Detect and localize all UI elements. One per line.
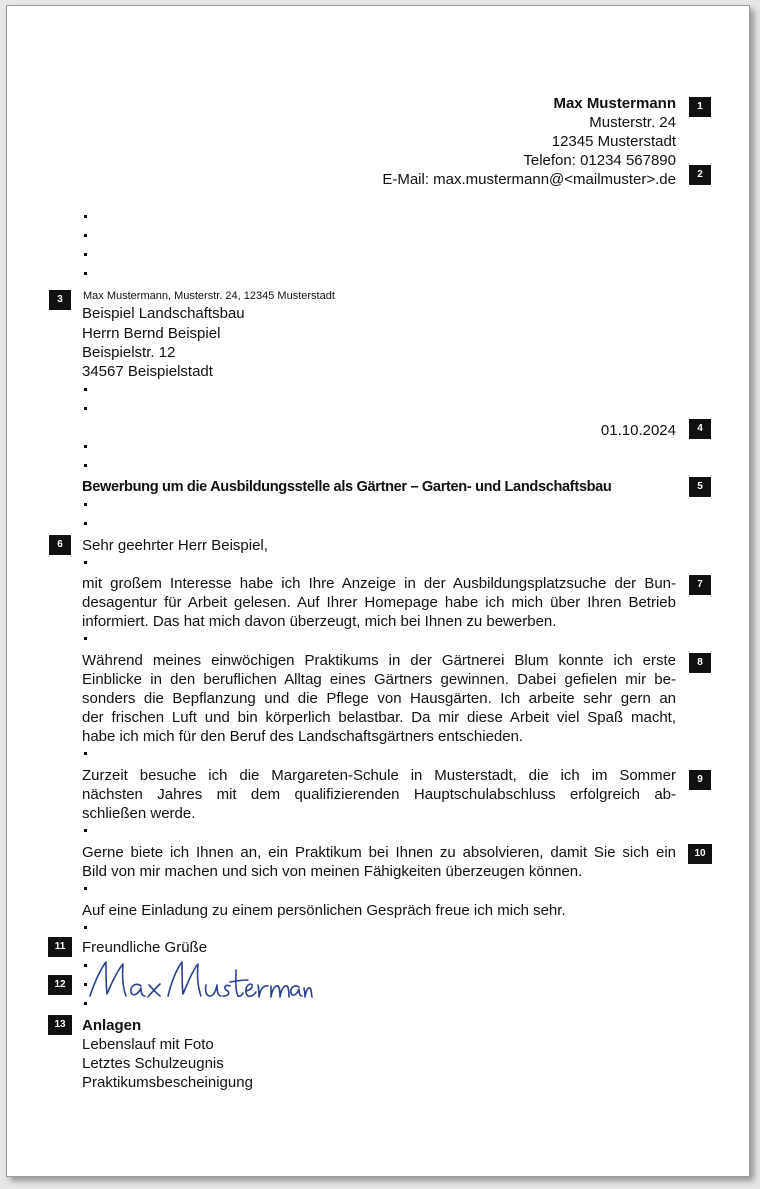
badge-7: 7 <box>689 575 711 595</box>
text-line: desagentur für Arbeit gelesen. Auf Ihrer Homepage habe ich mich über Ihren Betrieb <box>82 594 676 611</box>
spacer-dot <box>84 272 87 275</box>
text-line: Bild von mir machen und sich von meinen Fähigkeiten überzeugen können. <box>82 863 583 880</box>
sender-city: 12345 Musterstadt <box>551 133 676 150</box>
sender-name: Max Mustermann <box>553 95 676 112</box>
attachments-heading: Anlagen <box>82 1017 142 1034</box>
spacer-dot <box>84 752 87 755</box>
badge-5: 5 <box>689 477 711 497</box>
badge-6: 6 <box>49 535 71 555</box>
badge-4: 4 <box>689 419 711 439</box>
text-line: informiert. Das hat mich davon überzeugt, mich bei Ihnen zu bewerben. <box>82 613 557 630</box>
salutation: Sehr geehrter Herr Beispiel, <box>82 537 268 554</box>
text-line: habe ich mich für den Beruf des Landschaftsgärtners entschieden. <box>82 728 524 745</box>
spacer-dot <box>84 253 87 256</box>
subject-line: Bewerbung um die Ausbildungsstelle als Gärtner – Garten- und Landschaftsbau <box>82 479 612 495</box>
closing-sentence: Auf eine Einladung zu einem persönlichen Gespräch freue ich mich sehr. <box>82 902 566 919</box>
sender-phone: Telefon: 01234 567890 <box>523 152 676 169</box>
text-line: mit großem Interesse habe ich Ihre Anzeige in der Ausbildungsplatzsuche der Bun- <box>82 575 676 592</box>
closing-greeting: Freundliche Grüße <box>82 939 208 956</box>
sender-email: E-Mail: max.mustermann@<mailmuster>.de <box>382 171 676 188</box>
body-paragraph-4 <box>82 843 676 881</box>
badge-8: 8 <box>689 653 711 673</box>
text-line: Einblicke in den beruflichen Alltag eines Gärtners gewinnen. Dabei gefielen mir be- <box>82 671 676 688</box>
badge-13: 13 <box>48 1015 72 1035</box>
spacer-dot <box>84 445 87 448</box>
text-line: der frischen Luft und bin körperlich belastbar. Da mir diese Arbeit viel Spaß macht, <box>82 709 676 726</box>
attachment-item: Praktikumsbescheinigung <box>82 1074 253 1091</box>
text-line: Zurzeit besuche ich die Margareten-Schule in Musterstadt, die ich im Sommer <box>82 767 676 784</box>
spacer-dot <box>84 503 87 506</box>
spacer-dot <box>84 561 87 564</box>
badge-11: 11 <box>48 937 72 957</box>
spacer-dot <box>84 522 87 525</box>
letter-date: 01.10.2024 <box>600 422 676 439</box>
spacer-dot <box>84 829 87 832</box>
recipient-person: Herrn Bernd Beispiel <box>82 325 221 342</box>
badge-1: 1 <box>689 97 711 117</box>
spacer-dot <box>84 234 87 237</box>
text-line: schließen werde. <box>82 805 196 822</box>
sender-street: Musterstr. 24 <box>589 114 676 131</box>
attachment-item: Letztes Schulzeugnis <box>82 1055 224 1072</box>
text-line: sonders die Bepflanzung und die Pflege von Hausgärten. Ich arbeite sehr gern an <box>82 690 676 707</box>
badge-12: 12 <box>48 975 72 995</box>
recipient-street: Beispielstr. 12 <box>82 344 176 361</box>
spacer-dot <box>84 407 87 410</box>
badge-9: 9 <box>689 770 711 790</box>
spacer-dot <box>84 388 87 391</box>
badge-2: 2 <box>689 165 711 185</box>
spacer-dot <box>84 464 87 467</box>
badge-10: 10 <box>688 844 712 864</box>
attachment-item: Lebenslauf mit Foto <box>82 1036 214 1053</box>
body-paragraph-2 <box>82 651 676 746</box>
text-line: Gerne biete ich Ihnen an, ein Praktikum bei Ihnen zu absolvieren, damit Sie sich ein <box>82 844 676 861</box>
body-paragraph-3 <box>82 766 676 823</box>
spacer-dot <box>84 637 87 640</box>
spacer-dot <box>84 926 87 929</box>
body-paragraph-1 <box>82 574 676 631</box>
recipient-company: Beispiel Landschaftsbau <box>82 305 245 322</box>
text-line: nächsten Jahres mit dem qualifizierenden Hauptschulabschluss erfolgreich ab- <box>82 786 676 803</box>
spacer-dot <box>84 215 87 218</box>
spacer-dot <box>84 887 87 890</box>
text-line: Während meines einwöchigen Praktikums in der Gärtnerei Blum konnte ich erste <box>82 652 676 669</box>
handwritten-signature <box>86 956 316 1006</box>
return-address: Max Mustermann, Musterstr. 24, 12345 Musterstadt <box>83 290 335 302</box>
badge-3: 3 <box>49 290 71 310</box>
recipient-city: 34567 Beispielstadt <box>82 363 213 380</box>
